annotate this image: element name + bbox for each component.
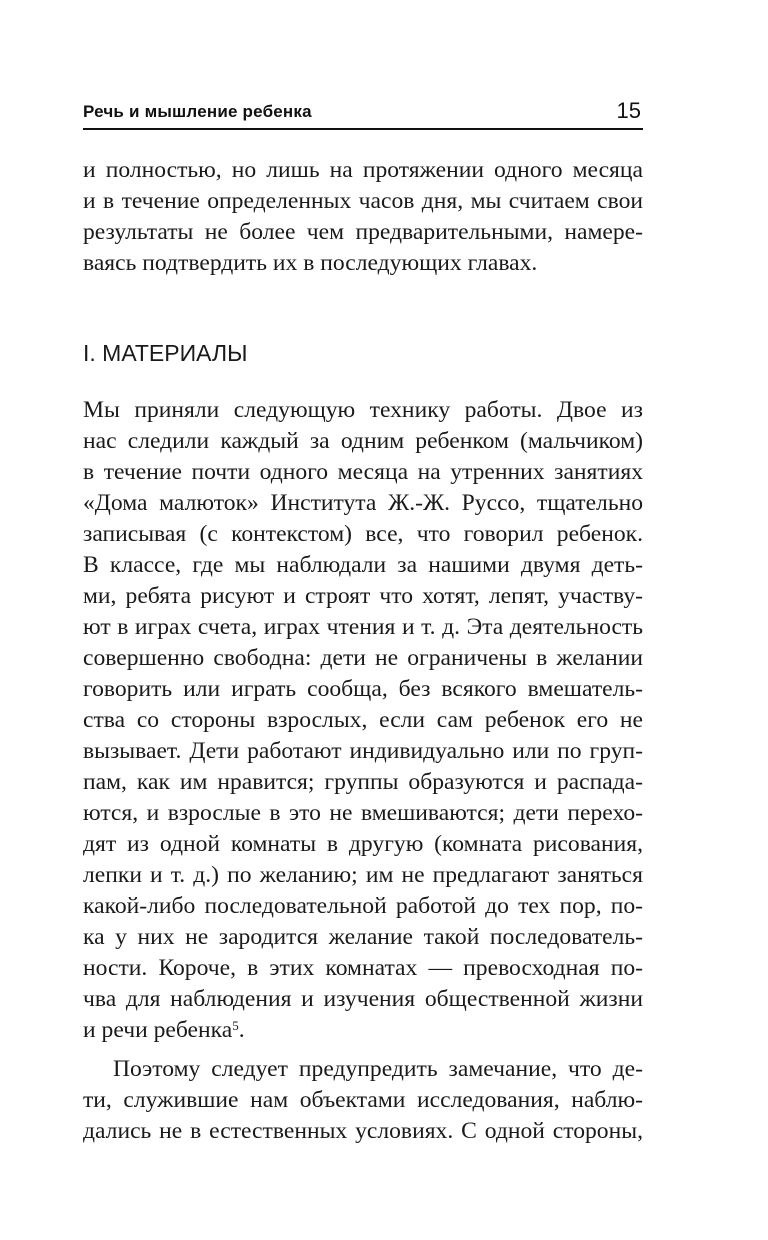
text-line: и полностью, но лишь на протяжении одного месяца [83,157,643,183]
text-line: ют в играх счета, играх чтения и т. д. Эта деятельность [83,614,643,640]
running-header [83,94,643,130]
text-line: пам, как им нравится; группы образуются и распада- [83,769,643,795]
text-line: результаты не более чем предварительными, намере- [83,219,643,245]
text-line: ваясь подтвердить их в последующих главах. [83,250,538,276]
running-title: Речь и мышление ребенка [83,102,312,121]
text-line: ются, и взрослые в это не вмешиваются; дети перехо- [83,800,643,826]
text-span: и речи ребенка [83,1017,233,1043]
text-line: записывая (с контекстом) все, что говорил ребенок. [83,521,643,547]
text-line: нас следили каждый за одним ребенком (мальчиком) [83,428,643,454]
text-line: вызывает. Дети работают индивидуально или по груп- [83,738,643,764]
text-line: Мы приняли следующую технику работы. Двое из [83,397,643,423]
text-line: В классе, где мы наблюдали за нашими двумя деть- [83,552,643,578]
text-line: Поэтому следует предупредить замечание, что де- [113,1056,643,1082]
text-line: лепки и т. д.) по желанию; им не предлагают заняться [83,862,643,888]
text-line [83,1015,643,1045]
text-line: чва для наблюдения и изучения общественной жизни [83,986,643,1012]
text-line: дались не в естественных условиях. С одной стороны, [83,1118,643,1144]
text-line: ности. Короче, в этих комнатах — превосходная по- [83,955,643,981]
text-span: . [238,1017,245,1043]
text-line: говорить или играть сообща, без всякого вмешатель- [83,676,643,702]
text-line: совершенно свободна: дети не ограничены в желании [83,645,643,671]
text-line: и в течение определенных часов дня, мы считаем свои [83,188,643,214]
text-line: ка у них не зародится желание такой последователь- [83,924,643,950]
text-line: ми, ребята рисуют и строят что хотят, лепят, участву- [83,583,643,609]
text-line: «Дома малюток» Института Ж.-Ж. Руссо, тщательно [83,490,643,516]
text-line: ти, служившие нам объектами исследования, наблю- [83,1087,643,1113]
text-line: какой-либо последовательной работой до тех пор, по- [83,893,643,919]
footnote-marker[interactable]: 5 [232,1018,239,1033]
text-line: ства со стороны взрослых, если сам ребенок его не [83,707,643,733]
section-heading: I. МАТЕРИАЛЫ [83,340,248,366]
text-line: дят из одной комнаты в другую (комната рисования, [83,831,643,857]
page-number: 15 [616,98,641,123]
text-line: в течение почти одного месяца на утренних занятиях [83,459,643,485]
